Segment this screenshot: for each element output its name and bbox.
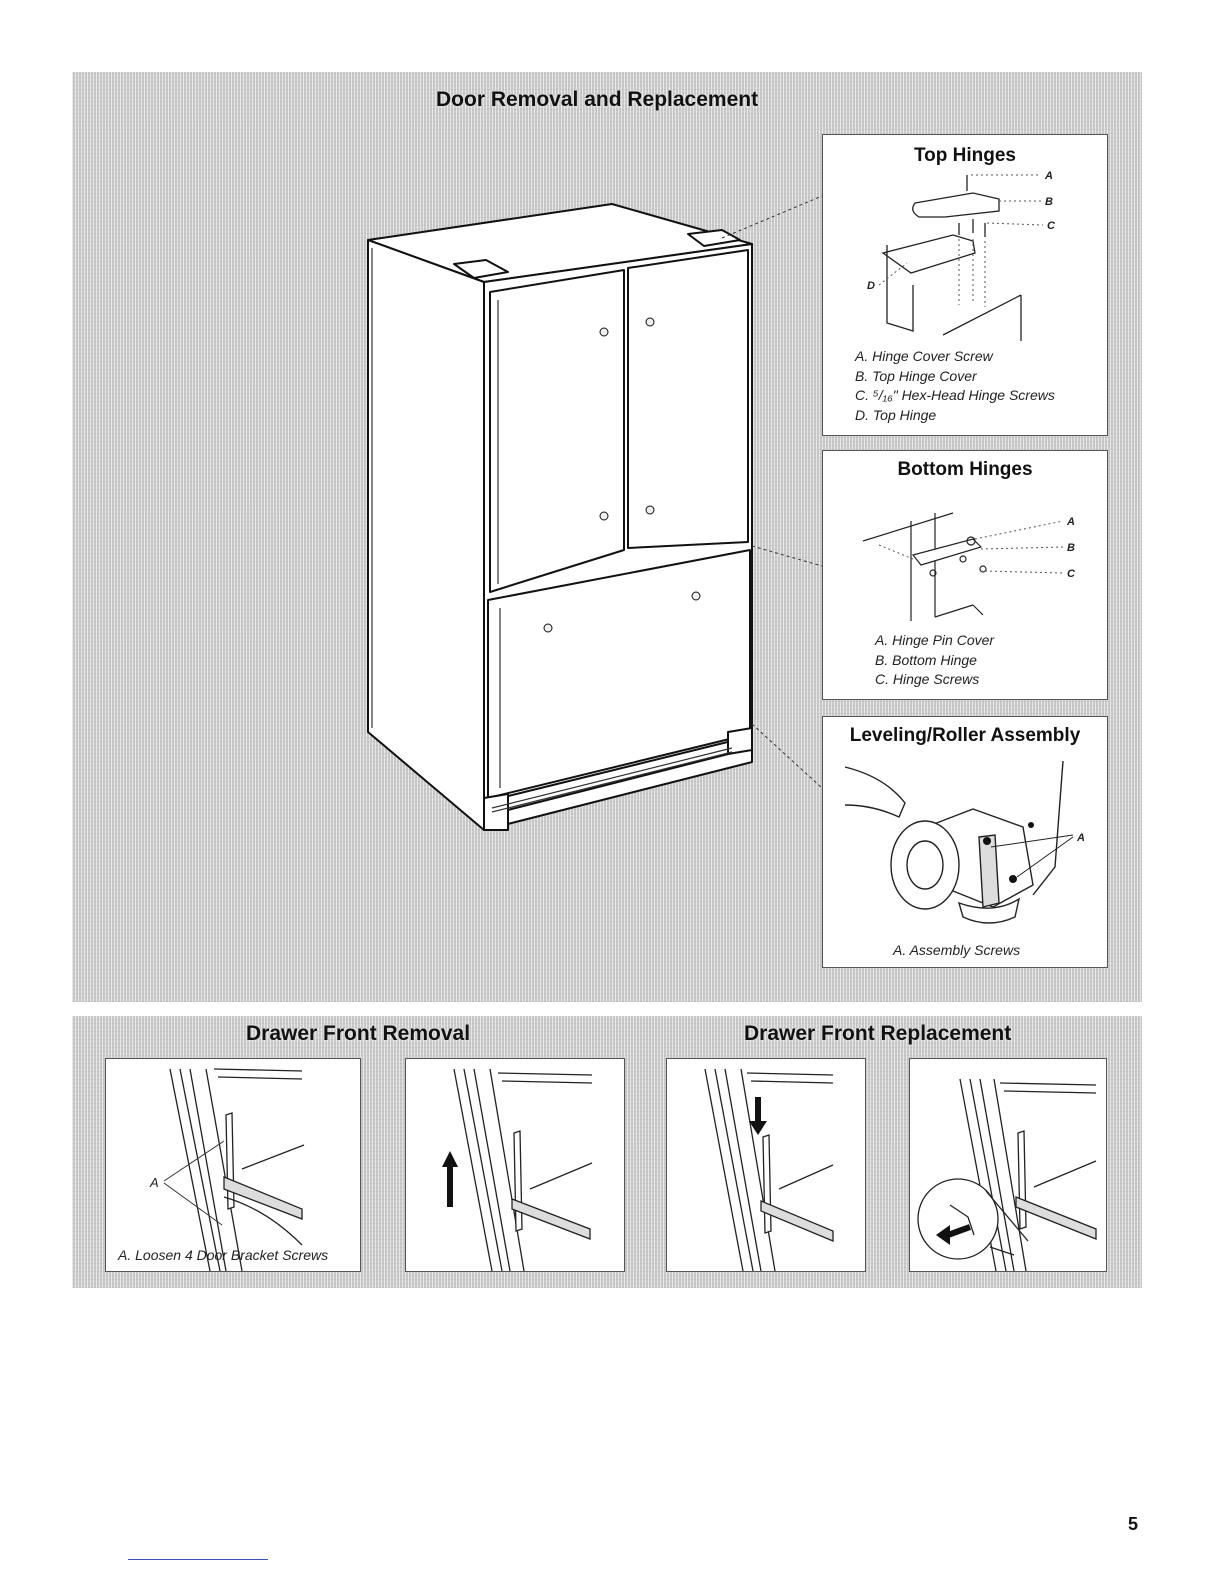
top-hinges-inset <box>822 134 1108 436</box>
bottom-legend-item: B. Bottom Hinge <box>875 651 977 668</box>
drawer-replacement-diagram-1 <box>667 1059 867 1273</box>
footer-rule <box>128 1559 268 1560</box>
arrow-up-icon <box>442 1151 458 1207</box>
bottom-legend-item: C. Hinge Screws <box>875 671 980 687</box>
base-foot-right <box>728 728 752 754</box>
top-legend-item: C. ⁵/₁₆" Hex-Head Hinge Screws <box>855 387 1055 403</box>
bottom-hinges-title: Bottom Hinges <box>897 459 1033 480</box>
base-foot-left <box>484 794 508 830</box>
leveling-title: Leveling/Roller Assembly <box>849 725 1081 746</box>
top-callout-b: B <box>1045 196 1053 208</box>
drawer-removal-title: Drawer Front Removal <box>246 1022 471 1045</box>
drawer-removal-diagram-1 <box>106 1059 362 1273</box>
fridge-side <box>368 240 484 830</box>
top-hinges-legend <box>855 347 1055 425</box>
bottom-hinges-inset <box>822 450 1108 700</box>
drawer-removal-step-1 <box>105 1058 361 1272</box>
top-legend-item: A. Hinge Cover Screw <box>855 348 993 364</box>
bottom-callout-b: B <box>1067 542 1075 554</box>
leveling-callout-a: A <box>1077 832 1085 844</box>
leveling-diagram <box>823 717 1109 969</box>
drawer-removal-diagram-2 <box>406 1059 626 1273</box>
drawer-front-panel <box>72 1016 1142 1288</box>
drawer-replacement-title: Drawer Front Replacement <box>744 1022 1012 1045</box>
bottom-hinges-legend <box>875 631 994 690</box>
bottom-legend-item: A. Hinge Pin Cover <box>875 632 995 648</box>
drawer-removal-caption: A. Loosen 4 Door Bracket Screws <box>118 1247 329 1263</box>
top-legend-item: D. Top Hinge <box>855 406 937 423</box>
left-door <box>490 270 624 592</box>
top-callout-a: A <box>1045 170 1053 182</box>
drawer-replacement-diagram-2 <box>910 1059 1108 1273</box>
leveling-inset <box>822 716 1108 968</box>
leveling-legend <box>893 941 1020 961</box>
bottom-callout-a: A <box>1067 516 1075 528</box>
leveling-legend-item: A. Assembly Screws <box>893 942 1021 958</box>
drawer-callout-a: A <box>150 1175 159 1190</box>
door-removal-panel <box>72 72 1142 1002</box>
top-callout-c: C <box>1047 220 1055 232</box>
drawer-removal-step-2 <box>405 1058 625 1272</box>
bottom-callout-c: C <box>1067 568 1075 580</box>
drawer-replacement-step-1 <box>666 1058 866 1272</box>
top-legend-item: B. Top Hinge Cover <box>855 367 977 384</box>
top-callout-d: D <box>867 280 875 292</box>
top-hinges-title: Top Hinges <box>913 145 1017 166</box>
door-removal-title: Door Removal and Replacement <box>436 88 759 111</box>
right-door <box>628 250 748 548</box>
drawer-replacement-step-2 <box>909 1058 1107 1272</box>
page-number: 5 <box>1128 1514 1139 1534</box>
